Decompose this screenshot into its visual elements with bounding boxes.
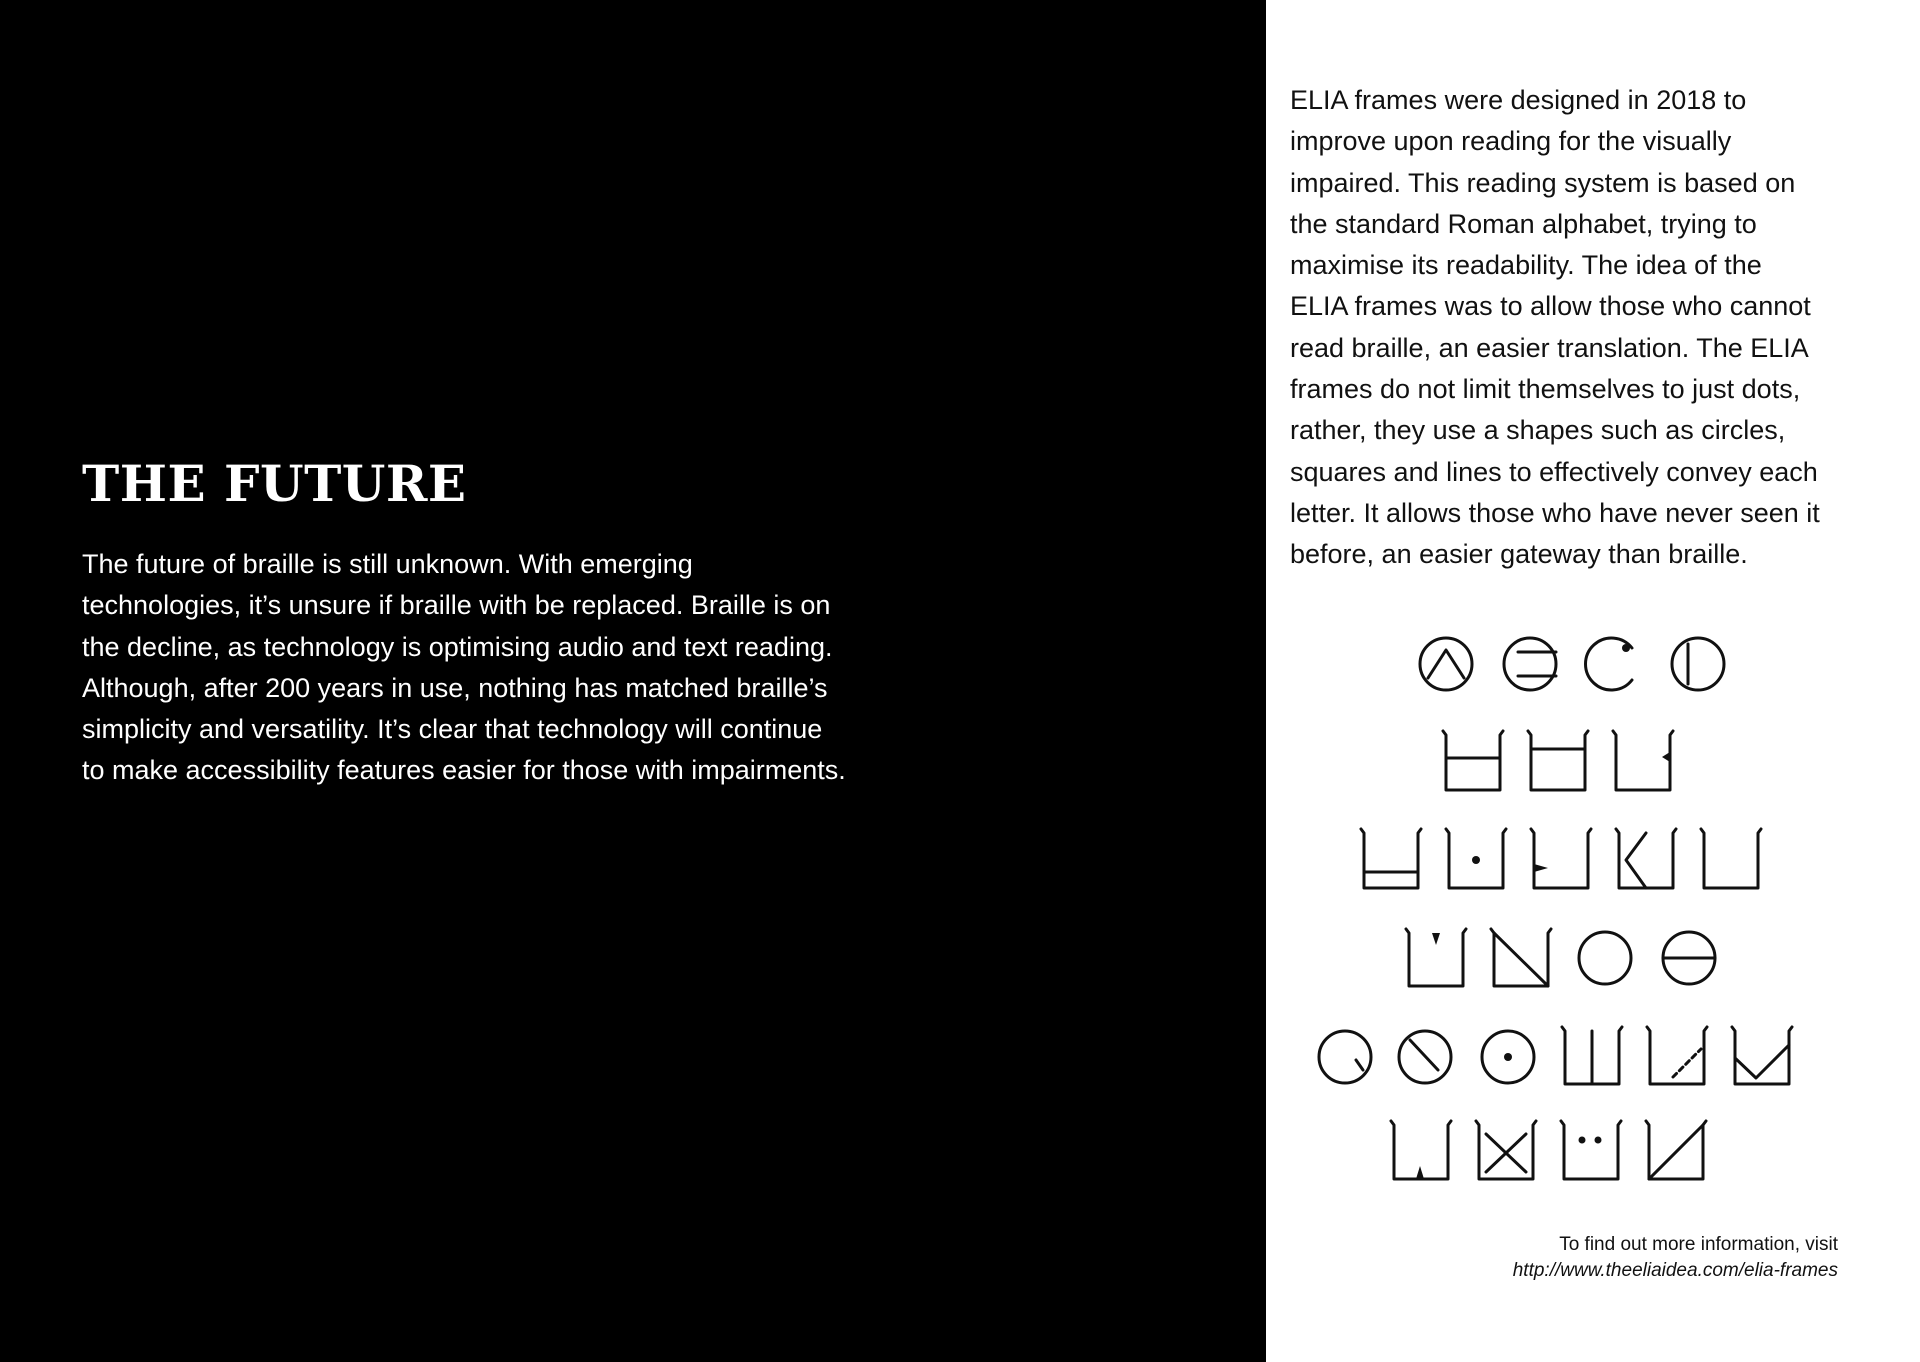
elia-paragraph-line: ELIA frames was to allow those who cannot (1290, 291, 1811, 322)
future-paragraph-line: Although, after 200 years in use, nothing has matched braille’s (82, 672, 828, 703)
elia-paragraph-line: before, an easier gateway than braille. (1290, 539, 1748, 570)
square-low-line-symbol (1361, 829, 1421, 888)
elia-paragraph-line: impaired. This reading system is based on (1290, 167, 1796, 198)
circle-c-dot-symbol (1586, 638, 1632, 690)
square-vertical-line-symbol (1562, 1027, 1622, 1084)
elia-paragraph-line: squares and lines to effectively convey each (1290, 456, 1818, 487)
future-paragraph-line: simplicity and versatility. It’s clear that technology will continue (82, 714, 823, 745)
elia-paragraph-line: improve upon reading for the visually (1290, 126, 1732, 157)
square-diagonal-symbol (1491, 929, 1551, 986)
square-v-symbol (1732, 1027, 1792, 1084)
elia-paragraph-line: letter. It allows those who have never seen it (1290, 497, 1820, 528)
square-dashed-diagonal-symbol (1647, 1027, 1707, 1084)
square-side-notch-symbol (1531, 829, 1591, 888)
circle-center-dot-symbol (1482, 1031, 1534, 1083)
future-paragraph-line: The future of braille is still unknown. With emerging (82, 549, 693, 579)
elia-paragraph-line: rather, they use a shapes such as circles, (1290, 415, 1786, 446)
footer-reference (1513, 1232, 1838, 1284)
square-top-tick-symbol (1406, 929, 1466, 986)
square-notch-symbol (1613, 731, 1673, 790)
square-mid-line-symbol (1443, 731, 1503, 790)
square-anti-diagonal-symbol (1646, 1121, 1706, 1179)
elia-paragraph-line: frames do not limit themselves to just dots, (1290, 374, 1801, 405)
circle-tail-symbol (1319, 1031, 1371, 1083)
square-center-dot-symbol (1446, 829, 1506, 888)
footer-url-link[interactable]: http://www.theeliaidea.com/elia-frames (1512, 1260, 1838, 1281)
future-heading: THE FUTURE (82, 454, 467, 513)
square-x-symbol (1476, 1121, 1536, 1179)
circle-slash-symbol (1399, 1031, 1451, 1083)
square-bottom-tick-symbol (1391, 1121, 1451, 1179)
square-k-symbol (1616, 829, 1676, 888)
circle-plain-symbol (1579, 932, 1631, 984)
elia-paragraph-line: maximise its readability. The idea of the (1290, 250, 1762, 281)
elia-paragraph-line: the standard Roman alphabet, trying to (1290, 208, 1757, 239)
future-paragraph-line: technologies, it’s unsure if braille with be replaced. Braille is on (82, 590, 831, 621)
footer-text: To find out more information, visit (1559, 1234, 1838, 1255)
square-plain-symbol (1701, 829, 1761, 888)
circle-d-symbol (1672, 638, 1724, 690)
elia-paragraph-line: read braille, an easier translation. The ELIA (1290, 332, 1809, 363)
elia-paragraph-line: ELIA frames were designed in 2018 to (1290, 85, 1747, 115)
circle-e-symbol (1504, 638, 1556, 690)
circle-chevron-symbol (1420, 638, 1472, 690)
square-two-dots-symbol (1561, 1121, 1621, 1179)
future-paragraph-line: to make accessibility features easier for those with impairments. (82, 755, 846, 786)
future-paragraph-line: the decline, as technology is optimising audio and text reading. (82, 631, 833, 662)
circle-bar-symbol (1663, 932, 1715, 984)
square-upper-line-symbol (1528, 731, 1588, 790)
